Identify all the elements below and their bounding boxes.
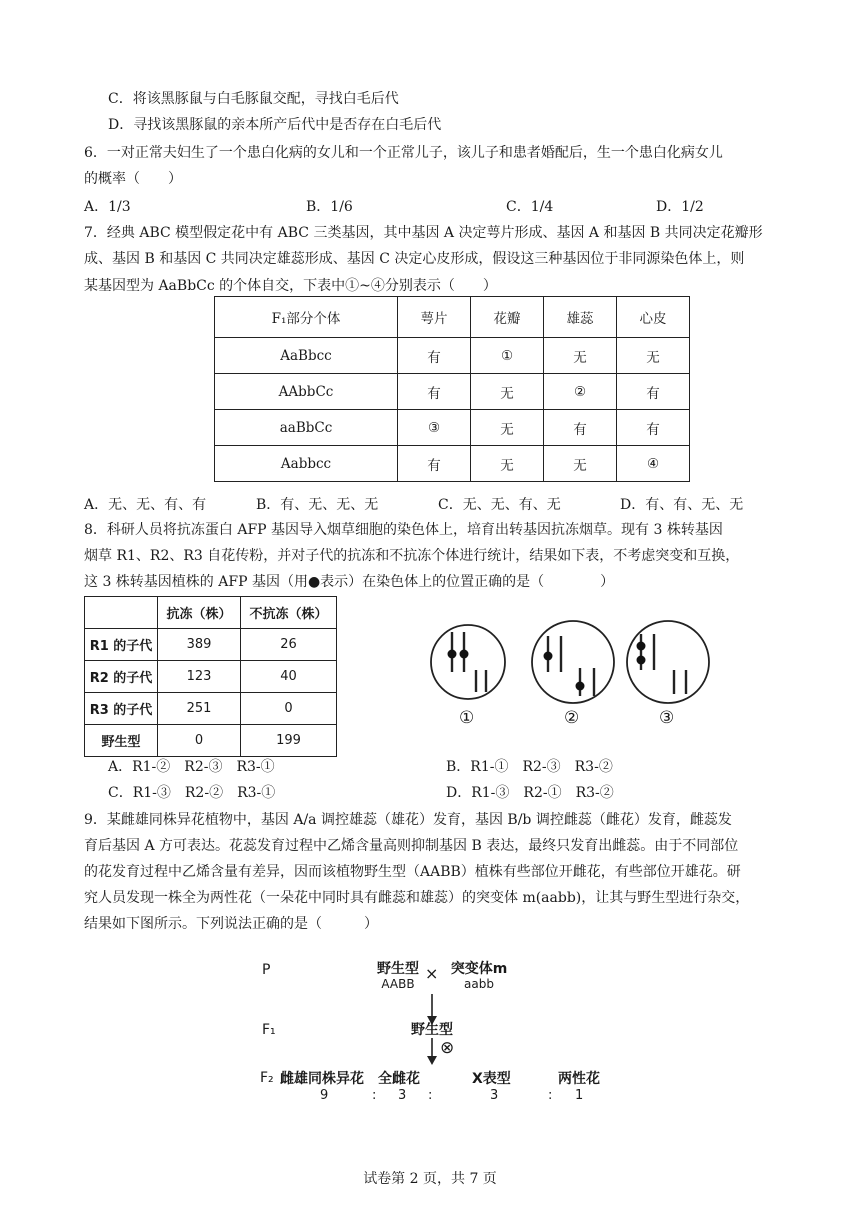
q6-stem-line1: 6．一对正常夫妇生了一个患白化病的女儿和一个正常儿子，该儿子和患者婚配后，生一个患白化病女儿 [84, 145, 723, 161]
table-header-cell: 不抗冻（株） [241, 597, 337, 629]
table-cell: 有 [398, 374, 471, 410]
table-cell: 野生型 [85, 725, 158, 757]
ratio-separator: : [548, 1088, 553, 1103]
table-cell: Aabbcc [215, 446, 398, 482]
table-header-cell: F₁部分个体 [215, 297, 398, 338]
ratio-separator: : [428, 1088, 433, 1103]
table-cell: 无 [617, 338, 690, 374]
table-row [215, 446, 690, 482]
q7-option-d: D．有、有、无、无 [620, 497, 744, 513]
parent1-name: 野生型 [377, 961, 419, 977]
q9-stem-line5: 结果如下图所示。下列说法正确的是（ ） [84, 916, 378, 932]
q9-stem-line4: 究人员发现一株全为两性花（一朵花中同时具有雌蕊和雄蕊）的突变体 m(aabb)，让其与野生型进行杂交， [84, 890, 750, 906]
q5-option-c: C．将该黑豚鼠与白毛豚鼠交配，寻找白毛后代 [108, 91, 399, 107]
q7-stem-line1: 7．经典 ABC 模型假定花中有 ABC 三类基因，其中基因 A 决定萼片形成、基因 A 和基因 B 共同决定花瓣形 [84, 225, 763, 241]
q8-stem-line1: 8．科研人员将抗冻蛋白 AFP 基因导入烟草细胞的染色体上，培育出转基因抗冻烟草。现有 3 株转基因 [84, 522, 723, 538]
table-cell: AaBbcc [215, 338, 398, 374]
parent2-name: 突变体m [450, 961, 508, 977]
f2-phenotype-3: X表型 [472, 1071, 511, 1087]
table-row [215, 374, 690, 410]
table-cell: 123 [158, 661, 241, 693]
parent2-genotype: aabb [464, 977, 494, 991]
cell-label-3: ③ [659, 708, 675, 728]
q7-option-b: B．有、无、无、无 [256, 497, 379, 513]
table-row [215, 338, 690, 374]
afp-gene-dot [576, 682, 585, 691]
table-cell: 无 [544, 338, 617, 374]
table-row [85, 693, 337, 725]
q8-table [84, 596, 337, 757]
ratio-value: 3 [490, 1088, 499, 1103]
q9-stem-line3: 的花发育过程中乙烯含量有差异，因而该植物野生型（AABB）植株有些部位开雌花，有些部位开雄花。研 [84, 864, 741, 880]
table-cell: 26 [241, 629, 337, 661]
table-cell: 无 [471, 410, 544, 446]
table-header-cell: 花瓣 [471, 297, 544, 338]
table-cell: 无 [471, 374, 544, 410]
table-cell: 无 [471, 446, 544, 482]
table-cell: ① [471, 338, 544, 374]
q8-option-a: A．R1-② R2-③ R3-① [108, 759, 275, 775]
ratio-value: 3 [398, 1088, 407, 1103]
q8-stem-line2: 烟草 R1、R2、R3 自花传粉，并对子代的抗冻和不抗冻个体进行统计，结果如下表，不考虑突变和互换， [84, 548, 740, 564]
table-cell: 无 [544, 446, 617, 482]
q8-option-b: B．R1-① R2-③ R3-② [446, 759, 613, 775]
generation-f1-label: F₁ [262, 1022, 276, 1038]
table-cell: 有 [617, 410, 690, 446]
q6-option-a: A．1/3 [84, 199, 131, 215]
q7-stem-line2: 成、基因 B 和基因 C 共同决定雄蕊形成、基因 C 决定心皮形成，假设这三种基因位于非同源染色体上，则 [84, 251, 745, 267]
table-cell: ③ [398, 410, 471, 446]
ratio-value: 1 [575, 1088, 584, 1103]
cell-outline [532, 621, 614, 703]
q7-stem-line3: 某基因型为 AaBbCc 的个体自交，下表中①~④分别表示（ ） [84, 278, 497, 294]
afp-gene-dot [544, 652, 553, 661]
table-cell: aaBbCc [215, 410, 398, 446]
table-cell: 199 [241, 725, 337, 757]
q9-stem-line2: 育后基因 A 方可表达。花蕊发育过程中乙烯含量高则抑制基因 B 表达，最终只发育出雌蕊。由于不同部位 [84, 838, 739, 854]
arrow-down-icon [424, 1036, 440, 1066]
q6-option-b: B．1/6 [306, 199, 353, 215]
cell-diagram-1 [431, 625, 505, 699]
afp-gene-dot [637, 656, 646, 665]
table-cell: ② [544, 374, 617, 410]
table-cell: AAbbCc [215, 374, 398, 410]
q8-option-c: C．R1-③ R2-② R3-① [108, 785, 276, 801]
table-cell: 有 [544, 410, 617, 446]
table-header-cell: 心皮 [617, 297, 690, 338]
table-row [215, 410, 690, 446]
afp-gene-dot [448, 650, 457, 659]
q7-option-c: C．无、无、有、无 [438, 497, 561, 513]
table-header-cell: 雄蕊 [544, 297, 617, 338]
afp-gene-dot [460, 650, 469, 659]
table-cell: 389 [158, 629, 241, 661]
table-header-row [215, 297, 690, 338]
table-cell: R2 的子代 [85, 661, 158, 693]
table-cell: 0 [241, 693, 337, 725]
table-cell: 有 [398, 338, 471, 374]
table-row [85, 629, 337, 661]
table-cell: ④ [617, 446, 690, 482]
q6-option-d: D．1/2 [656, 199, 704, 215]
q6-stem-line2: 的概率（ ） [84, 171, 182, 187]
table-row [85, 725, 337, 757]
q6-option-c: C．1/4 [506, 199, 554, 215]
table-cell: 0 [158, 725, 241, 757]
table-cell: 40 [241, 661, 337, 693]
f2-phenotype-1: 雌雄同株异花 [280, 1071, 364, 1087]
cell-outline [431, 625, 505, 699]
afp-gene-dot [637, 642, 646, 651]
table-cell: 251 [158, 693, 241, 725]
table-cell: 有 [398, 446, 471, 482]
cell-label-2: ② [564, 708, 580, 728]
q5-option-d: D．寻找该黑豚鼠的亲本所产后代中是否存在白毛后代 [108, 117, 442, 133]
q7-option-a: A．无、无、有、有 [84, 497, 207, 513]
f2-phenotype-2: 全雌花 [378, 1071, 420, 1087]
cross-symbol: × [425, 964, 439, 983]
q9-stem-line1: 9．某雌雄同株异花植物中，基因 A/a 调控雄蕊（雄花）发育，基因 B/b 调控雌蕊（雌花）发育，雌蕊发 [84, 812, 732, 828]
generation-p-label: P [262, 962, 271, 978]
cell-diagram-3 [627, 621, 709, 703]
generation-f2-label: F₂ [260, 1070, 274, 1086]
table-cell: 有 [617, 374, 690, 410]
q7-table [214, 296, 690, 482]
q8-option-d: D．R1-③ R2-① R3-② [446, 785, 614, 801]
ratio-value: 9 [320, 1088, 329, 1103]
q8-stem-line3: 这 3 株转基因植株的 AFP 基因（用●表示）在染色体上的位置正确的是（ ） [84, 574, 615, 590]
table-header-row [85, 597, 337, 629]
f2-phenotype-4: 两性花 [558, 1071, 600, 1087]
ratio-separator: : [372, 1088, 377, 1103]
table-header-cell: 萼片 [398, 297, 471, 338]
page-footer: 试卷第 2 页，共 7 页 [363, 1171, 497, 1187]
table-header-cell [85, 597, 158, 629]
table-header-cell: 抗冻（株） [158, 597, 241, 629]
parent1-genotype: AABB [381, 977, 415, 991]
table-cell: R3 的子代 [85, 693, 158, 725]
f1-phenotype: 野生型 [411, 1022, 453, 1038]
table-row [85, 661, 337, 693]
selfing-symbol: ⊗ [440, 1038, 455, 1058]
cell-label-1: ① [459, 708, 475, 728]
cell-diagram-2 [532, 621, 614, 703]
table-cell: R1 的子代 [85, 629, 158, 661]
